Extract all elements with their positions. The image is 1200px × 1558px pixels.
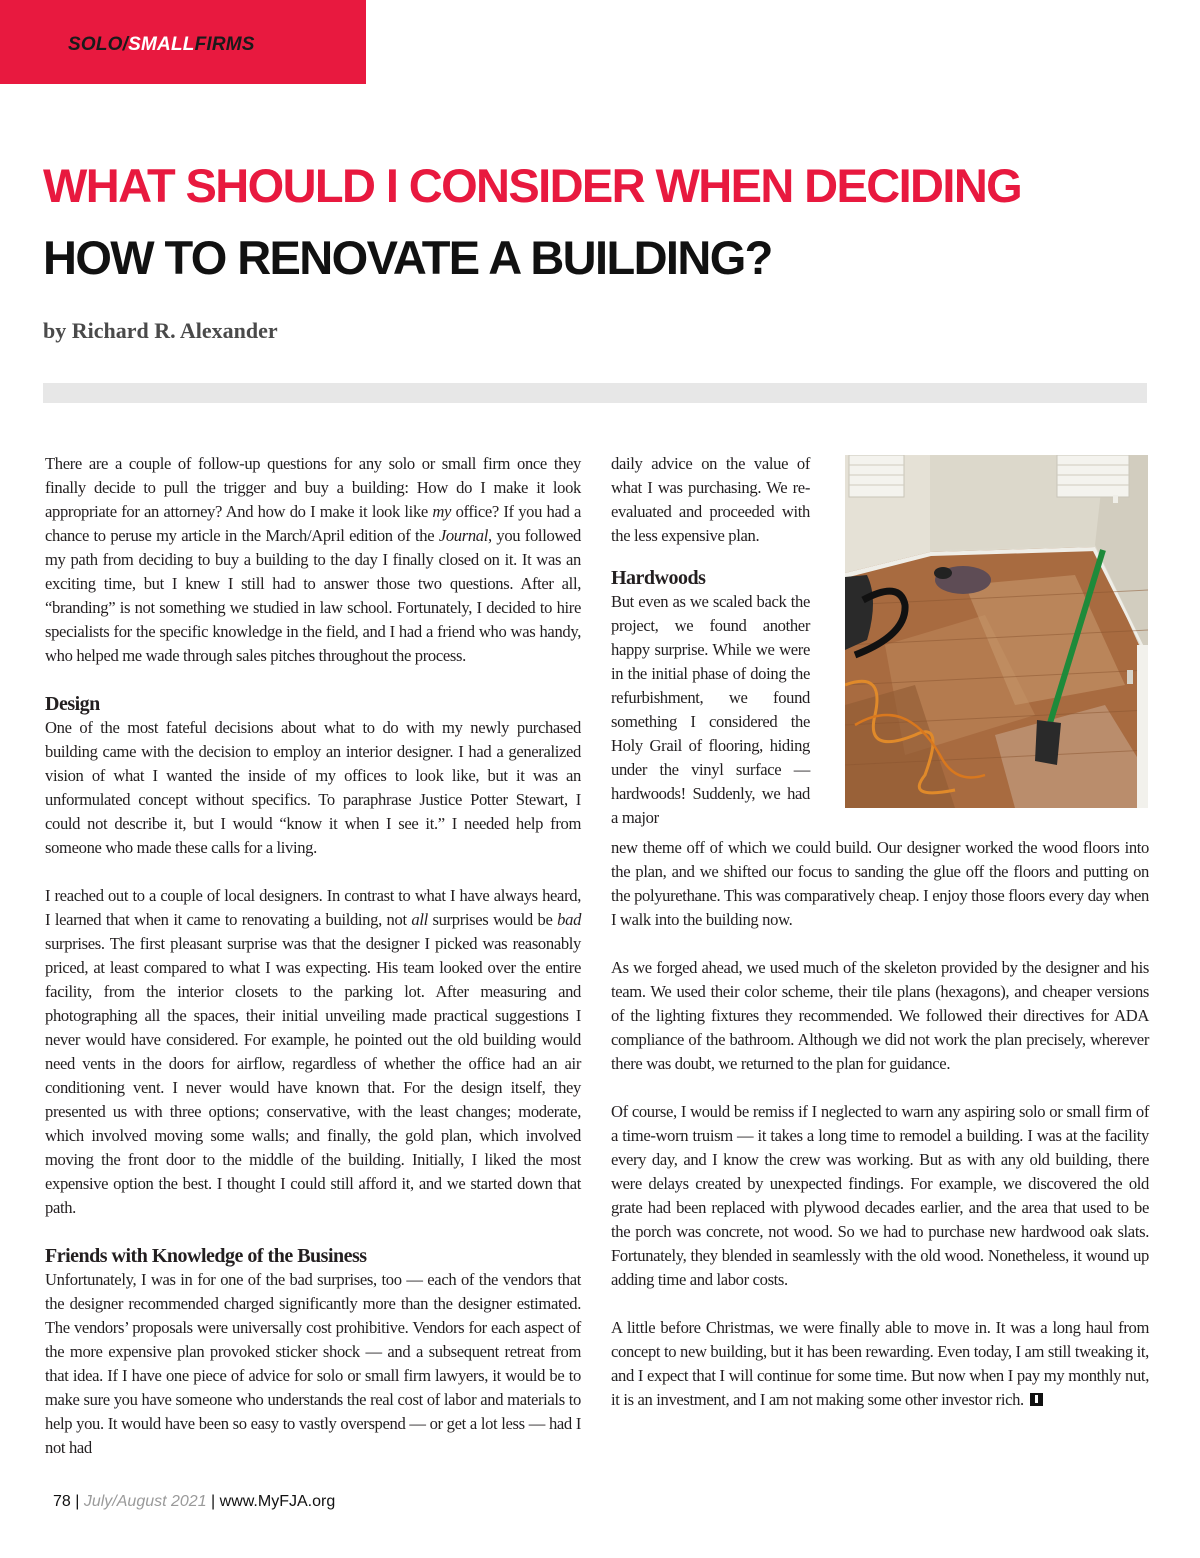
section-label: SOLO/SMALLFIRMS	[68, 34, 255, 55]
renovation-photo	[845, 455, 1148, 808]
hardwoods-paragraph-start: But even as we scaled back the project, we found another happy surprise. While we were in the initial phase of doing the refurbishment, we found something I considered the Holy Grail of flooring, hiding under the vinyl surface — hardwoods! Suddenly, we had a major	[611, 592, 810, 827]
skeleton-paragraph: As we forged ahead, we used much of the skeleton provided by the designer and his team. We used their color scheme, their tile plans (hexagons), and cheaper versions of the lighting fixtures they recommended. We followed their directives for ADA compliance of the bathroom. Although we did not work the plan precisely, wherever there was doubt, we returned to the plan for guidance.	[611, 958, 1149, 1073]
headline-line-1: WHAT SHOULD I CONSIDER WHEN DECIDING	[43, 159, 1022, 212]
right-column	[611, 836, 1149, 1436]
remodel-time-paragraph: Of course, I would be remiss if I neglected to warn any aspiring solo or small firm of a time-worn truism — it takes a long time to remodel a building. I was at the facility every day, and I know the crew was working. But as with any old building, there were delays created by unexpected findings. For example, we discovered the old grate had been replaced with plywood decades earlier, and the area that used to be the porch was concrete, not wood. So we had to purchase new hardwood oak slats. Fortunately, they blended in seamlessly with the old wood. Nonetheless, it wound up adding time and labor costs.	[611, 1102, 1149, 1289]
closing-paragraph: A little before Christmas, we were finally able to move in. It was a long haul from concept to new building, but it has been rewarding. Even today, I am still tweaking it, and I expect that I will continue for some time. But now when I pay my monthly nut, it is an investment, and I am not making some other investor rich.	[611, 1318, 1149, 1409]
issue-date: July/August 2021	[83, 1493, 207, 1510]
continued-paragraph: daily advice on the value of what I was purchasing. We re-evaluated and proceeded with the less expensive plan.	[611, 454, 810, 545]
hardwoods-heading: Hardwoods	[611, 567, 706, 589]
website-link[interactable]: www.MyFJA.org	[219, 1493, 336, 1510]
design-paragraph-1: One of the most fateful decisions about what to do with my newly purchased building came with the decision to employ an interior designer. I had a generalized vision of what I wanted the inside of my offices to look like, but it was an unformulated concept without specifics. To paraphrase Justice Potter Stewart, I could not describe it, but I would “know it when I see it.” I needed help from someone who made these calls for a living.	[45, 718, 581, 857]
section-tab	[0, 0, 366, 84]
headline-line-2: HOW TO RENOVATE A BUILDING?	[43, 231, 772, 284]
design-paragraph-2: I reached out to a couple of local designers. In contrast to what I have always heard, I learned that when it came to renovating a building, not all surprises would be bad surprises. The first pleasant surprise was that the designer I picked was reasonably priced, at least compared to what I was expecting. His team looked over the entire facility, from the interior closets to the parking lot. After measuring and photographing all the spaces, their initial unveiling made practical suggestions I never would have considered. For example, he pointed out the old building would need vents in the doors for airflow, regardless of whether the office had an air conditioning vent. I never would have known that. For the design itself, they presented us with three options; conservative, with the least changes; moderate, which involved moving some walls; and finally, the gold plan, which involved moving the front door to the middle of the building. Initially, I liked the most expensive option the best. I thought I could still afford it, and we started down that path.	[45, 886, 582, 1217]
page-number: 78	[53, 1493, 71, 1510]
page-footer: 78 | July/August 2021 | www.MyFJA.org	[53, 1493, 336, 1510]
byline: by Richard R. Alexander	[43, 318, 278, 343]
hardwoods-paragraph-end: new theme off of which we could build. Our designer worked the wood floors into the plan, and we shifted our focus to sanding the glue off the floors and putting on the polyurethane. This was comparatively cheap. I enjoy those floors every day when I walk into the building now.	[611, 838, 1149, 929]
friends-paragraph: Unfortunately, I was in for one of the bad surprises, too — each of the vendors that the designer recommended charged significantly more than the designer estimated. The vendors’ proposals were universally cost prohibitive. Vendors for each aspect of the more expensive plan provoked sticker shock — and a subsequent retreat from that idea. If I have one piece of advice for solo or small firm lawyers, it would be to make sure you have someone who understands the real cost of labor and materials to help you. It would have been so easy to vastly overspend — or get a lot less — had I not had	[45, 1270, 581, 1457]
right-column-narrow	[611, 452, 810, 830]
intro-paragraph: There are a couple of follow-up questions for any solo or small firm once they finally decide to pull the trigger and buy a building: How do I make it look appropriate for an attorney? And how do I make it look like my office? If you had a chance to peruse my article in the March/April edition of the Journal, you followed my path from deciding to buy a building to the day I finally closed on it. It was an exciting time, but I knew I still had to answer those two questions. After all, “branding” is not something we studied in law school. Fortunately, I decided to hire specialists for the specific knowledge in the field, and I had a friend who was handy, who helped me wade through sales pitches throughout the process.	[45, 454, 581, 665]
divider-bar	[43, 383, 1147, 403]
left-column	[45, 452, 581, 1484]
design-heading: Design	[45, 693, 100, 715]
friends-heading: Friends with Knowledge of the Business	[45, 1245, 367, 1267]
end-of-article-icon	[1030, 1393, 1043, 1406]
